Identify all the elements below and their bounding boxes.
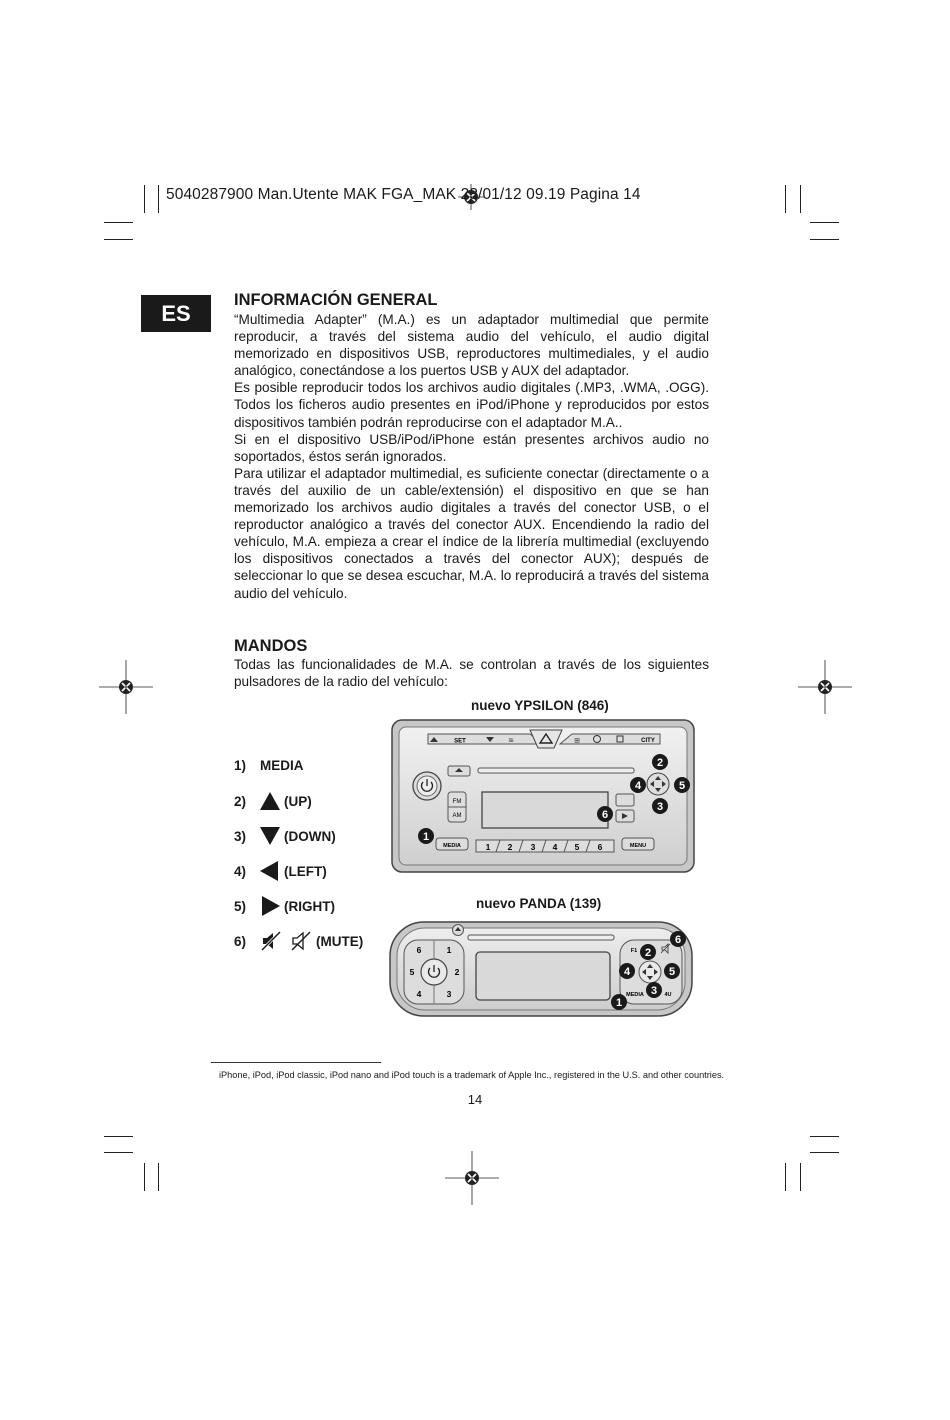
control-label: (UP): [284, 793, 312, 809]
key-6-label: 6: [416, 945, 422, 955]
callout-5: 5: [668, 966, 676, 978]
fm-button-label: FM: [452, 799, 462, 805]
control-label: MEDIA: [260, 758, 304, 773]
control-item: [234, 827, 336, 845]
control-number: 4): [234, 863, 247, 879]
registration-mark-icon: [99, 660, 153, 714]
callout-1: 1: [615, 997, 623, 1009]
svg-text:≋: ≋: [508, 737, 514, 745]
preset-buttons: [476, 840, 614, 852]
callout-1: 1: [422, 831, 430, 843]
key-4-label: 4: [416, 989, 422, 999]
callout-3: 3: [650, 985, 658, 997]
paragraph: Es posible reproducir todos los archivos audio digitales (.MP3, .WMA, .OGG). Todos los ficheros audio presentes en iPod/iPhone y reproducidos por estos dispositivos también podrán reproducirse con el adaptador M.A..: [234, 380, 709, 430]
am-button-label: AM: [452, 813, 462, 819]
mute-solid-icon: [260, 930, 282, 952]
control-number: 6): [234, 933, 247, 949]
controls-intro-text: [234, 656, 709, 690]
city-button-label: CITY: [641, 738, 655, 744]
triangle-down-icon: [260, 827, 280, 845]
media-button-label: MEDIA: [443, 843, 461, 849]
control-number: 5): [234, 898, 247, 914]
key-5-label: 5: [409, 967, 415, 977]
callout-6: 6: [601, 809, 609, 821]
panda-4u-label: 4U: [664, 992, 672, 998]
control-item: [234, 792, 312, 810]
callout-3: 3: [656, 801, 664, 813]
general-info-text: [234, 311, 709, 602]
f1-label: F1: [630, 948, 638, 954]
control-item: [234, 758, 304, 773]
control-label: (LEFT): [284, 863, 327, 879]
preset-2-label: 2: [507, 842, 513, 852]
key-3-label: 3: [446, 989, 452, 999]
footnote: iPhone, iPod, iPod classic, iPod nano and iPod touch is a trademark of Apple Inc., registered in the U.S. and other countries.: [219, 1070, 725, 1080]
callout-2: 2: [644, 947, 652, 959]
triangle-up-icon: [260, 792, 280, 810]
set-button-label: SET: [454, 738, 466, 745]
section-heading-general: INFORMACIÓN GENERAL: [234, 291, 438, 309]
triangle-right-icon: [260, 896, 280, 916]
menu-button-label: MENU: [629, 843, 647, 849]
callout-5: 5: [678, 780, 686, 792]
language-tab: ES: [141, 295, 211, 332]
print-slug: 5040287900 Man.Utente MAK FGA_MAK 23/01/12 09.19 Pagina 14: [166, 186, 641, 203]
page-number: 14: [467, 1092, 483, 1107]
preset-3-label: 3: [530, 842, 536, 852]
paragraph: Para utilizar el adaptador multimedial, es suficiente conectar (directamente o a través del auxilio de un cable/extensión) el dispositivo en que se han memorizado los archivos audio digitales a través del conector USB, o el reproductor analógico a través del conector AUX. Encendiendo la radio del vehículo, M.A. empieza a crear el índice de la librería multimedial (excluyendo los dispositivos conectados a través del conector AUX); después de seleccionar lo que se desea escuchar, M.A. lo reproducirá a través del sistema audio del vehículo.: [234, 465, 709, 601]
control-label: (MUTE): [316, 933, 364, 949]
callout-4: 4: [634, 780, 642, 792]
preset-5-label: 5: [574, 842, 580, 852]
panda-media-label: MEDIA: [626, 992, 644, 998]
key-2-label: 2: [454, 967, 460, 977]
triangle-left-icon: [260, 861, 280, 881]
paragraph: Todas las funcionalidades de M.A. se controlan a través de los siguientes pulsadores de la radio del vehículo:: [234, 657, 709, 690]
key-1-label: 1: [446, 945, 452, 955]
svg-text:⊞: ⊞: [574, 737, 580, 745]
control-label: (RIGHT): [284, 898, 335, 914]
control-label: (DOWN): [284, 828, 336, 844]
control-number: 3): [234, 828, 247, 844]
callout-4: 4: [623, 966, 631, 978]
callout-6: 6: [674, 934, 682, 946]
paragraph: Si en el dispositivo USB/iPod/iPhone están presentes archivos audio no soportados, éstos serán ignorados.: [234, 431, 709, 464]
panda-radio-illustration: [388, 918, 694, 1020]
mute-outline-icon: [290, 930, 312, 952]
control-item: [234, 930, 363, 952]
control-item: [234, 861, 327, 881]
registration-mark-icon: [445, 1151, 499, 1205]
footnote-rule: [211, 1062, 381, 1063]
control-item: [234, 896, 335, 916]
callout-2: 2: [656, 757, 664, 769]
ypsilon-caption: nuevo YPSILON (846): [471, 698, 609, 713]
ypsilon-radio-illustration: [390, 718, 696, 874]
panda-caption: nuevo PANDA (139): [476, 896, 602, 911]
paragraph: “Multimedia Adapter” (M.A.) es un adaptador multimedial que permite reproducir, a través del sistema audio del vehículo, el audio digital memorizado en dispositivos USB, reproductores multimediales, y el audio analógico, conectándose a los puertos USB y AUX del adaptador.: [234, 312, 709, 379]
control-number: 2): [234, 793, 247, 809]
registration-mark-icon: [798, 660, 852, 714]
preset-1-label: 1: [485, 842, 491, 852]
preset-4-label: 4: [552, 842, 558, 852]
section-heading-controls: MANDOS: [234, 637, 308, 655]
preset-6-label: 6: [597, 842, 603, 852]
control-number: 1): [234, 758, 247, 773]
